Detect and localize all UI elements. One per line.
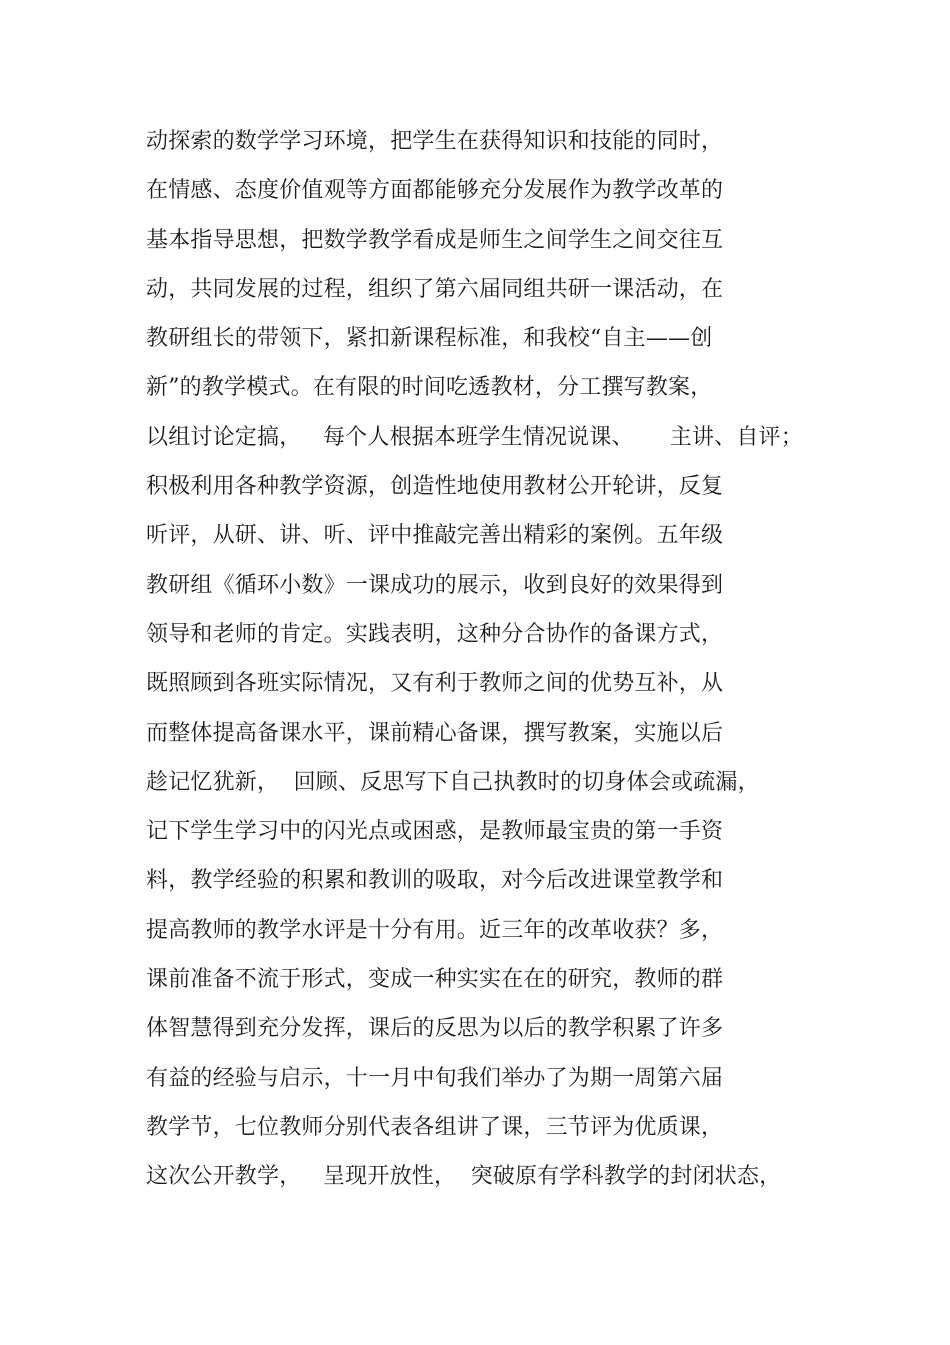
text-line: 在情感、态度价值观等方面都能够充分发展作为教学改革的 — [146, 178, 724, 204]
text-line: 基本指导思想，把数学教学看成是师生之间学生之间交往互 — [146, 227, 724, 253]
text-line: 积极利用各种教学资源，创造性地使用教材公开轮讲，反复 — [146, 474, 724, 500]
text-line: 提高教师的教学水评是十分有用。近三年的改革收获？多， — [146, 917, 724, 943]
text-line: 课前准备不流于形式，变成一种实实在在的研究，教师的群 — [146, 967, 724, 993]
text-line: 动探索的数学学习环境，把学生在获得知识和技能的同时， — [146, 129, 724, 154]
text-line: 既照顾到各班实际情况，又有利于教师之间的优势互补，从 — [146, 671, 724, 697]
text-line: 趁记忆犹新， 回顾、反思写下自己执教时的切身体会或疏漏， — [146, 769, 760, 795]
text-line: 这次公开教学， 呈现开放性， 突破原有学科教学的封闭状态， — [146, 1164, 782, 1190]
text-line: 以组讨论定搞， 每个人根据本班学生情况说课、 主讲、自评； — [146, 424, 803, 450]
text-line: 体智慧得到充分发挥，课后的反思为以后的教学积累了许多 — [146, 1016, 724, 1042]
text-line: 而整体提高备课水平，课前精心备课，撰写教案，实施以后 — [146, 720, 724, 746]
text-line: 新”的教学模式。在有限的时间吃透教材，分工撰写教案， — [146, 375, 713, 401]
text-line: 教研组《循环小数》一课成功的展示，收到良好的效果得到 — [146, 572, 724, 598]
text-line: 听评，从研、讲、听、评中推敲完善出精彩的案例。五年级 — [146, 523, 724, 549]
text-line: 动，共同发展的过程，组织了第六届同组共研一课活动，在 — [146, 276, 724, 302]
text-line: 记下学生学习中的闪光点或困惑，是教师最宝贵的第一手资 — [146, 819, 724, 845]
body-text — [146, 124, 846, 1209]
text-line: 领导和老师的肯定。实践表明，这种分合协作的备课方式， — [146, 621, 724, 647]
text-line: 有益的经验与启示，十一月中旬我们举办了为期一周第六届 — [146, 1065, 724, 1091]
text-line: 料，教学经验的积累和教训的吸取，对今后改进课堂教学和 — [146, 868, 724, 894]
text-line: 教学节，七位教师分别代表各组讲了课，三节评为优质课， — [146, 1114, 724, 1140]
text-line: 教研组长的带领下，紧扣新课程标准，和我校“自主——创 — [146, 326, 713, 352]
